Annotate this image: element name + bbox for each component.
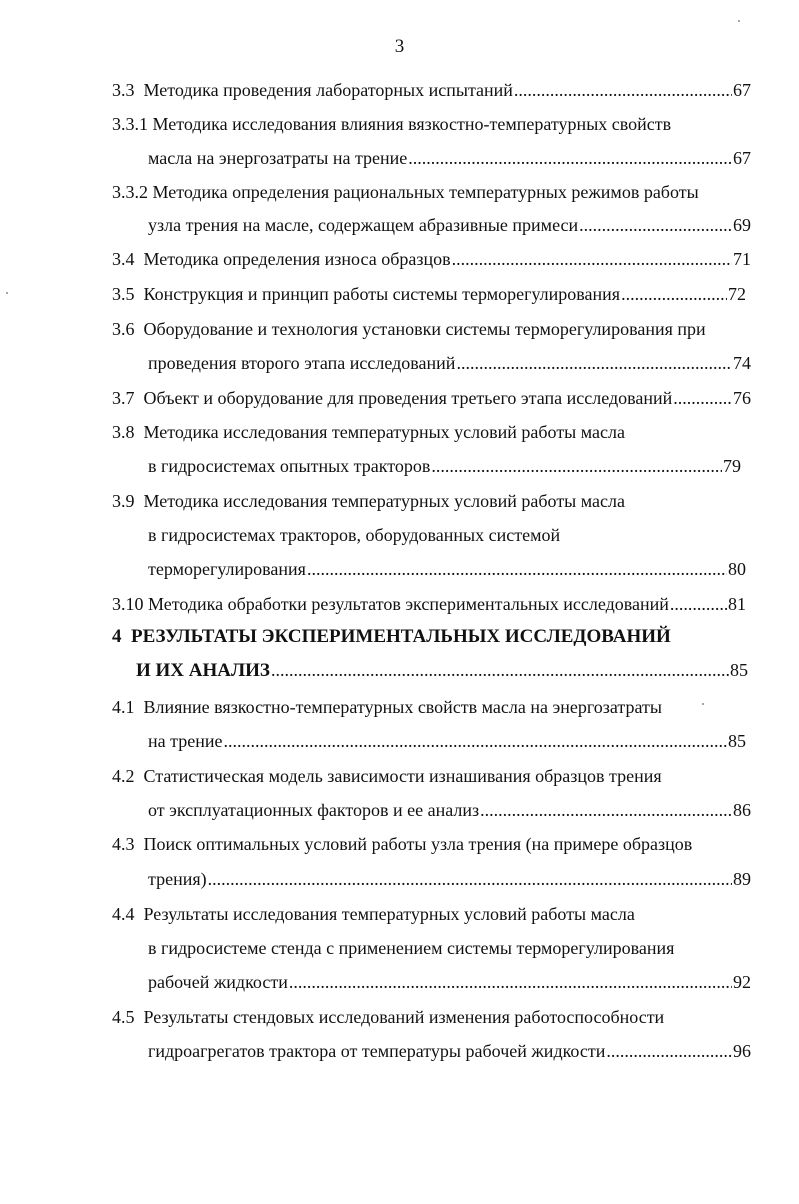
toc-title: Результаты исследования температурных условий работы масла [143,904,635,924]
toc-number: 3.6 [112,319,135,339]
toc-entry-4-4[interactable] [148,971,751,993]
toc-title: масла на энергозатраты на трение [148,148,408,168]
scan-speck [6,292,8,294]
toc-page: 71 [733,249,751,269]
toc-page: 67 [733,148,751,168]
toc-title: Влияние вязкостно-температурных свойств масла на энергозатраты [143,697,662,717]
dot-leader [673,387,732,409]
toc-entry-3-8[interactable] [148,455,741,477]
toc-entry-3-4[interactable] [112,248,751,270]
toc-title: Конструкция и принцип работы системы терморегулирования [143,284,621,304]
toc-title: терморегулирования [148,559,306,579]
dot-leader [223,730,727,752]
dot-leader [408,147,732,169]
toc-entry-3-6-line1[interactable] [112,318,706,340]
toc-entry-4-2[interactable] [148,799,751,821]
dot-leader [480,799,732,821]
toc-entry-3-7[interactable] [112,387,751,409]
toc-entry-3-9-line1[interactable] [112,490,625,512]
dot-leader [208,868,732,890]
toc-entry-3-10[interactable] [112,593,746,615]
toc-title: гидроагрегатов трактора от температуры рабочей жидкости [148,1041,606,1061]
toc-page: 69 [733,215,751,235]
toc-entry-4-4-line2[interactable]: в гидросистеме стенда с применением системы терморегулирования [148,938,675,958]
toc-entry-3-3-1-line1[interactable]: 3.3.1 Методика исследования влияния вязкостно-температурных свойств [112,114,672,134]
toc-number: 4 [112,626,122,647]
toc-page: 79 [723,456,741,476]
toc-title: в гидросистемах опытных тракторов [148,456,431,476]
toc-number: 4.1 [112,697,135,717]
toc-entry-4-3-line1[interactable] [112,833,692,855]
toc-title: Методика проведения лабораторных испытаний [143,80,513,100]
toc-page: 92 [733,972,751,992]
toc-entry-4-1[interactable] [148,730,746,752]
toc-page: 86 [733,800,751,820]
dot-leader [670,593,727,615]
toc-title: рабочей жидкости [148,972,288,992]
toc-entry-3-6[interactable] [148,352,751,374]
toc-entry-4-5[interactable] [148,1040,751,1062]
toc-entry-3-5[interactable] [112,283,746,305]
toc-title: Результаты стендовых исследований изменения работоспособности [143,1007,665,1027]
toc-title: на трение [148,731,223,751]
toc-chapter-4-line1[interactable] [112,626,671,648]
toc-entry-3-3-2-line1[interactable]: 3.3.2 Методика определения рациональных температурных режимов работы [112,182,699,202]
toc-page: 72 [728,284,746,304]
toc-number: 4.3 [112,834,135,854]
scan-speck [702,703,704,705]
scan-speck [738,20,740,22]
toc-title: от эксплуатационных факторов и ее анализ [148,800,480,820]
page-number: 3 [394,36,405,57]
toc-entry-4-3[interactable] [148,868,751,890]
dot-leader [514,79,732,101]
toc-title: 3.10 Методика обработки результатов экспериментальных исследований [112,594,669,614]
toc-page: 67 [733,80,751,100]
toc-page: 85 [728,731,746,751]
toc-title: Методика исследования температурных условий работы масла [143,422,625,442]
toc-entry-3-8-line1[interactable] [112,421,625,443]
toc-entry-3-3-1[interactable] [148,147,751,169]
toc-page: 74 [733,353,751,373]
dot-leader [621,283,727,305]
toc-title: трения) [148,869,207,889]
toc-number: 3.5 [112,284,135,304]
toc-entry-3-3-2[interactable] [148,214,751,236]
toc-entry-4-4-line1[interactable] [112,903,635,925]
toc-number: 3.4 [112,249,135,269]
dot-leader [456,352,732,374]
dot-leader [271,659,729,681]
toc-number: 3.7 [112,388,135,408]
dot-leader [606,1040,732,1062]
dot-leader [307,558,727,580]
toc-entry-4-5-line1[interactable] [112,1006,664,1028]
toc-entry-3-9[interactable] [148,558,746,580]
toc-title: Методика исследования температурных условий работы масла [143,491,625,511]
toc-title: РЕЗУЛЬТАТЫ ЭКСПЕРИМЕНТАЛЬНЫХ ИССЛЕДОВАНИЙ [131,626,671,647]
toc-entry-4-2-line1[interactable] [112,765,662,787]
toc-title: проведения второго этапа исследований [148,353,456,373]
toc-page: 81 [728,594,746,614]
toc-entry-3-9-line2[interactable]: в гидросистемах тракторов, оборудованных системой [148,525,561,545]
toc-number: 4.4 [112,904,135,924]
toc-number: 3.9 [112,491,135,511]
toc-number: 4.2 [112,766,135,786]
dot-leader [289,971,732,993]
toc-page: 80 [728,559,746,579]
toc-page: 76 [733,388,751,408]
toc-page: 85 [730,660,748,680]
toc-number: 4.5 [112,1007,135,1027]
toc-title: Объект и оборудование для проведения третьего этапа исследований [143,388,673,408]
toc-title: Оборудование и технология установки системы терморегулирования при [143,319,706,339]
dot-leader [452,248,732,270]
toc-number: 3.3 [112,80,135,100]
toc-number: 3.8 [112,422,135,442]
dot-leader [431,455,722,477]
toc-title: Поиск оптимальных условий работы узла трения (на примере образцов [143,834,693,854]
toc-chapter-4[interactable] [136,659,748,682]
toc-entry-3-3[interactable] [112,79,751,101]
toc-title: узла трения на масле, содержащем абразивные примеси [148,215,579,235]
toc-title: Статистическая модель зависимости изнашивания образцов трения [143,766,662,786]
toc-page: 96 [733,1041,751,1061]
toc-title: И ИХ АНАЛИЗ [136,660,270,681]
dot-leader [579,214,732,236]
toc-entry-4-1-line1[interactable] [112,696,662,718]
toc-page: 89 [733,869,751,889]
toc-title: Методика определения износа образцов [143,249,451,269]
